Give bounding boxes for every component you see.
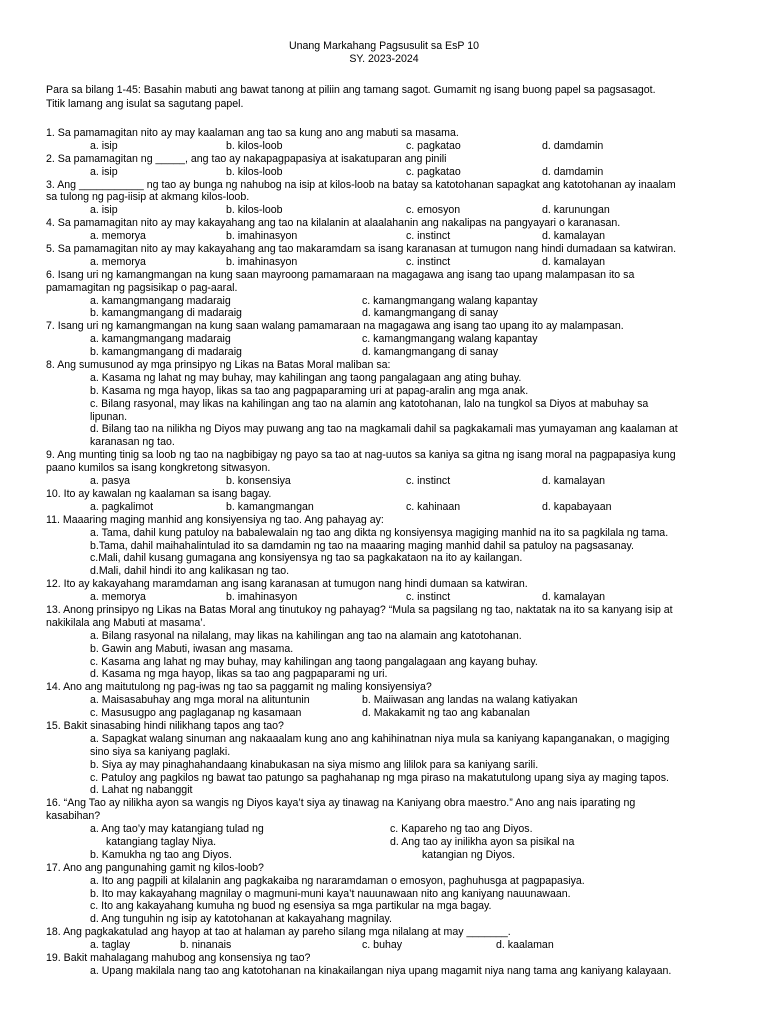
choice: b. imahinasyon xyxy=(226,230,298,243)
choice: d. kamalayan xyxy=(542,255,606,268)
choice-row xyxy=(46,591,746,604)
choice: a. Ang tao’y may katangiang tulad ng xyxy=(90,823,264,836)
choice: b. kamangmangan xyxy=(226,500,314,513)
question-text: 14. Ano ang maitutulong ng pag-iwas ng tao sa paggamit ng maling konsiyensiya? xyxy=(46,681,432,694)
choice: d. kamalayan xyxy=(542,591,606,604)
choice: d. kaalaman xyxy=(496,939,554,952)
choice: a. Ito ang pagpili at kilalanin ang pagkakaiba ng nararamdaman o emosyon, paghuhusga at pagpapasiya. xyxy=(90,874,585,887)
question-text: 12. Ito ay kakayahang maramdaman ang isang karanasan at tumugon nang hindi dumaan sa katwiran. xyxy=(46,578,528,591)
choice-row xyxy=(46,707,746,720)
choice: d. kapabayaan xyxy=(542,500,612,513)
choice: karanasan ng tao. xyxy=(90,436,175,449)
choice: a. pagkalimot xyxy=(90,500,154,513)
choice: b. imahinasyon xyxy=(226,255,298,268)
choice: c. buhay xyxy=(362,939,403,952)
choice: b. kilos-loob xyxy=(226,139,283,152)
choice: katangian ng Diyos. xyxy=(422,848,516,861)
choice: d. kamangmangang di sanay xyxy=(362,307,499,320)
choice: d. Makakamit ng tao ang kabanalan xyxy=(362,707,530,720)
choice: b. Ito may kakayahang magnilay o magmuni-muni kaya’t nauunawaan nito ang kaniyang nauunawaan. xyxy=(90,887,571,900)
question-text: paano kumilos sa isang kongkretong sitwasyon. xyxy=(46,462,271,475)
choice-row xyxy=(46,823,746,836)
instructions-line: Titik lamang ang isulat sa sagutang papel. xyxy=(46,98,244,110)
choice: a. kamangmangang madaraig xyxy=(90,294,231,307)
choice: b. imahinasyon xyxy=(226,591,298,604)
choice: b. Maiiwasan ang landas na walang katiyakan xyxy=(362,694,578,707)
choice: a. kamangmangang madaraig xyxy=(90,333,231,346)
question-text: 5. Sa pamamagitan nito ay may kakayahang ang tao makaramdam sa isang karanasan at tumugon nang hindi dumadaan sa katwiran. xyxy=(46,243,677,256)
choice: d. karunungan xyxy=(542,204,610,217)
choice: c. Kasama ang lahat ng may buhay, may kahilingan ang taong pangalagaan ang kayang buhay. xyxy=(90,655,538,668)
question-text: 16. “Ang Tao ay nilikha ayon sa wangis ng Diyos kaya’t siya ay tinawag na Kaniyang obra maestro.” Ano ang nais iparating ng xyxy=(46,797,636,810)
choice-row xyxy=(46,475,746,488)
choice: b. kilos-loob xyxy=(226,204,283,217)
question-text: 1. Sa pamamagitan nito ay may kaalaman ang tao sa kung ano ang mabuti sa masama. xyxy=(46,127,459,139)
question-text: kasabihan? xyxy=(46,810,101,823)
choice: b. Gawin ang Mabuti, iwasan ang masama. xyxy=(90,642,294,655)
choice: c. Patuloy ang pagkilos ng bawat tao patungo sa paghahanap ng mga piraso na makatutulong upang siya ay maging tapos. xyxy=(90,771,669,784)
choice-row xyxy=(46,256,746,269)
choice-row xyxy=(46,295,746,308)
choice: d. Bilang tao na nilikha ng Diyos may puwang ang tao na magkamali dahil sa pagkakamali mas yumayaman ang kaalaman at xyxy=(90,423,678,436)
question-text: pamamagitan ng pagsisikap o pag-aaral. xyxy=(46,281,238,294)
question-text: 7. Isang uri ng kamangmangan na kung saan walang pamamaraan na magagawa ang isang tao upang ito ay malampasan. xyxy=(46,320,624,333)
choice: c. instinct xyxy=(406,230,451,243)
choice: d. kamalayan xyxy=(542,475,606,488)
choice: c. kamangmangang walang kapantay xyxy=(362,294,538,307)
question-text: 18. Ang pagkakatulad ang hayop at tao at halaman ay pareho silang mga nilalang at may _______. xyxy=(46,926,511,939)
choice-row xyxy=(46,694,746,707)
choice: sino siya sa kaniyang paglaki. xyxy=(90,745,231,758)
choice: c. pagkatao xyxy=(406,139,461,152)
choice: c. emosyon xyxy=(406,204,461,217)
choice: a. Tama, dahil kung patuloy na babalewalain ng tao ang dikta ng konsiyensya magiging manhid na ito sa pagkilala ng tama. xyxy=(90,526,669,539)
choice: b. ninanais xyxy=(180,939,232,952)
choice: b. kilos-loob xyxy=(226,165,283,178)
choice: katangiang taglay Niya. xyxy=(106,835,217,848)
choice: b. Kamukha ng tao ang Diyos. xyxy=(90,848,232,861)
choice-row xyxy=(46,939,746,952)
choice: a. taglay xyxy=(90,939,131,952)
choice: a. pasya xyxy=(90,475,131,488)
choice: b. kamangmangang di madaraig xyxy=(90,307,242,320)
choice: d. Kasama ng mga hayop, likas sa tao ang pagpaparami ng uri. xyxy=(90,668,388,681)
choice: a. Maisasabuhay ang mga moral na alituntunin xyxy=(90,694,310,707)
question-text: 10. Ito ay kawalan ng kaalaman sa isang bagay. xyxy=(46,487,272,500)
choice-row xyxy=(46,501,746,514)
choice-row xyxy=(46,333,746,346)
instructions-line: Para sa bilang 1-45: Basahin mabuti ang bawat tanong at piliin ang tamang sagot. Gumamit ng isang buong papel sa pagsasagot. xyxy=(46,84,656,96)
choice: b. Siya ay may pinaghahandaang kinabukasan na siya mismo ang lililok para sa kaniyang sarili. xyxy=(90,758,539,771)
question-text: 4. Sa pamamagitan nito ay may kakayahang ang tao na kilalanin at alaalahanin ang nakalipas na pangyayari o karanasan. xyxy=(46,217,621,230)
choice: d. Ang tunguhin ng isip ay katotohanan at kakayahang magnilay. xyxy=(90,913,392,926)
school-year: SY. 2023-2024 xyxy=(349,53,419,65)
choice: b. kamangmangang di madaraig xyxy=(90,346,242,359)
choice-row xyxy=(46,230,746,243)
exam-title: Unang Markahang Pagsusulit sa EsP 10 xyxy=(288,40,480,52)
choice: a. Bilang rasyonal na nilalang, may likas na kahilingan ang tao na alamain ang katotohanan. xyxy=(90,629,522,642)
question-text: 9. Ang munting tinig sa loob ng tao na nagbibigay ng payo sa tao at nag-uutos sa kaniya sa gitna ng isang moral na pagpapasiya kung xyxy=(46,449,676,462)
choice-row xyxy=(46,204,746,217)
question-text: 3. Ang ___________ ng tao ay bunga ng nahubog na isip at kilos-loob na batay sa katotohanan sapagkat ang katotohanan ay inaalam xyxy=(46,178,676,191)
choice: c. Ito ang kakayahang kumuha ng buod ng esensiya sa mga partikular na mga bagay. xyxy=(90,900,492,913)
choice: c. kamangmangang walang kapantay xyxy=(362,333,538,346)
choice: c. Masusugpo ang paglaganap ng kasamaan xyxy=(90,707,302,720)
question-text: nakikilala ang Mabuti at masama’. xyxy=(46,616,206,629)
choice: a. isip xyxy=(90,139,118,152)
choice: b. Kasama ng mga hayop, likas sa tao ang pagpaparaming uri at papag-aralin ang mga anak. xyxy=(90,384,529,397)
choice: c. instinct xyxy=(406,475,451,488)
choice: d. Lahat ng nabanggit xyxy=(90,784,193,797)
choice: c. Bilang rasyonal, may likas na kahilingan ang tao na alamin ang katotohanan, lalo na tungkol sa Diyos at mabuhay sa xyxy=(90,397,649,410)
question-text: 8. Ang sumusunod ay mga prinsipyo ng Likas na Batas Moral maliban sa: xyxy=(46,359,391,372)
choice: d. kamangmangang di sanay xyxy=(362,346,499,359)
choice: a. Upang makilala nang tao ang katotohanan na kinakailangan niya upang magamit niya nang tama ang kaniyang kalayaan. xyxy=(90,964,672,977)
choice: lipunan. xyxy=(90,410,128,423)
choice: a. isip xyxy=(90,165,118,178)
question-text: 17. Ano ang pangunahing gamit ng kilos-loob? xyxy=(46,861,264,874)
question-text: 2. Sa pamamagitan ng _____, ang tao ay nakapagpapasiya at isakatuparan ang pinili xyxy=(46,152,447,165)
question-list xyxy=(46,127,746,978)
choice: a. Kasama ng lahat ng may buhay, may kahilingan ang taong pangalagaan ang ating buhay. xyxy=(90,371,522,384)
choice: c.Mali, dahil kusang gumagana ang konsiyensya ng tao sa pagkakataon na ito ay kailangan. xyxy=(90,552,523,565)
choice: a. Sapagkat walang sinuman ang nakaaalam kung ano ang kahihinatnan niya mula sa kaniyang kapanganakan, o magiging xyxy=(90,732,670,745)
choice: c. kahinaan xyxy=(406,500,461,513)
choice: a. memorya xyxy=(90,591,146,604)
choice-row xyxy=(46,307,746,320)
question-text: 13. Anong prinsipyo ng Likas na Batas Moral ang tinutukoy ng pahayag? “Mula sa pagsilang ng tao, naktatak na ito sa kanyang isip at xyxy=(46,603,673,616)
choice-row xyxy=(46,836,746,849)
choice: d. Ang tao ay inilikha ayon sa pisikal na xyxy=(390,835,575,848)
choice: d. damdamin xyxy=(542,139,604,152)
question-text: sa tulong ng pag-iisip at akmang kilos-loob. xyxy=(46,191,250,204)
choice: c. instinct xyxy=(406,255,451,268)
choice: d. kamalayan xyxy=(542,230,606,243)
question-text: 15. Bakit sinasabing hindi nilikhang tapos ang tao? xyxy=(46,719,284,732)
choice: a. memorya xyxy=(90,230,146,243)
question-text: 19. Bakit mahalagang mahubog ang konsensiya ng tao? xyxy=(46,952,311,964)
choice: b.Tama, dahil maihahalintulad ito sa damdamin ng tao na maaaring maging manhid dahil sa patuloy na pagsasanay. xyxy=(90,539,634,552)
question-text: 6. Isang uri ng kamangmangan na kung saan mayroong pamamaraan na magagawa ang isang tao upang malampasan ito sa xyxy=(46,268,635,281)
choice: d. damdamin xyxy=(542,165,604,178)
question-text: 11. Maaaring maging manhid ang konsiyensiya ng tao. Ang pahayag ay: xyxy=(46,513,384,526)
choice: d.Mali, dahil hindi ito ang kalikasan ng tao. xyxy=(90,565,290,578)
choice: a. memorya xyxy=(90,255,146,268)
choice-row xyxy=(46,140,746,153)
choice: c. pagkatao xyxy=(406,165,461,178)
choice: a. isip xyxy=(90,204,118,217)
choice-row xyxy=(46,849,746,862)
choice: b. konsensiya xyxy=(226,475,291,488)
choice: c. instinct xyxy=(406,591,451,604)
choice: c. Kapareho ng tao ang Diyos. xyxy=(390,823,533,836)
choice-row xyxy=(46,346,746,359)
choice-row xyxy=(46,166,746,179)
instructions xyxy=(46,83,746,111)
